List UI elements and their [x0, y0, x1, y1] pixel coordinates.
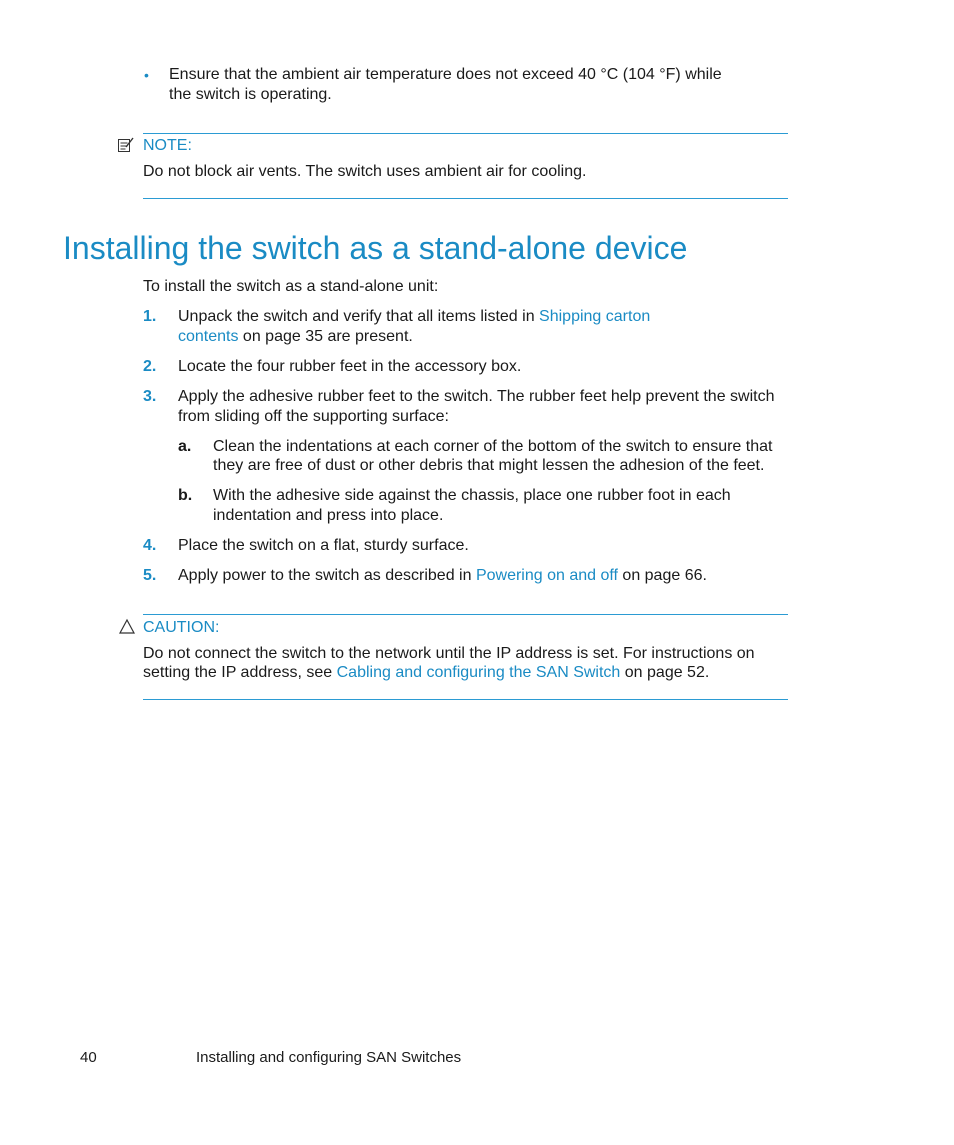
caution-label: CAUTION:	[143, 619, 220, 636]
section-intro: To install the switch as a stand-alone unit:	[143, 278, 439, 295]
shipping-carton-link[interactable]: Shipping carton	[539, 308, 651, 325]
bullet-marker: •	[144, 67, 149, 83]
substep-b-text-line1: With the adhesive side against the chassis, place one rubber foot in each	[213, 487, 731, 504]
step-1-text: Unpack the switch and verify that all items listed in	[178, 308, 540, 325]
substep-a-letter: a.	[178, 438, 192, 455]
note-bottom-rule	[143, 198, 788, 199]
step-5-text: Apply power to the switch as described in	[178, 567, 476, 584]
powering-on-off-link[interactable]: Powering on and off	[475, 567, 618, 584]
step-2-text: Locate the four rubber feet in the accessory box.	[178, 358, 522, 375]
step-1-number: 1.	[143, 308, 157, 325]
substep-a-text-line1: Clean the indentations at each corner of the bottom of the switch to ensure that	[213, 438, 773, 455]
note-text: Do not block air vents. The switch uses ambient air for cooling.	[143, 163, 587, 180]
step-3-text-line1: Apply the adhesive rubber feet to the switch. The rubber feet help prevent the switch	[178, 388, 775, 405]
caution-bottom-rule	[143, 699, 788, 700]
caution-text-pre: setting the IP address, see	[143, 664, 337, 681]
caution-text-line2	[143, 663, 709, 683]
page-number: 40	[80, 1049, 97, 1066]
caution-top-rule	[143, 614, 788, 615]
substep-a-text-line2: they are free of dust or other debris that might lessen the adhesion of the feet.	[213, 457, 765, 474]
step-5-text-tail: on page 66.	[617, 567, 707, 584]
bullet-text-line2: the switch is operating.	[169, 86, 332, 103]
step-5-number: 5.	[143, 567, 157, 584]
step-1-text-line1	[178, 307, 650, 327]
step-4-number: 4.	[143, 537, 157, 554]
step-3-number: 3.	[143, 388, 157, 405]
caution-text-line1: Do not connect the switch to the network until the IP address is set. For instructions on	[143, 645, 755, 662]
step-2-number: 2.	[143, 358, 157, 375]
bullet-text-line1: Ensure that the ambient air temperature does not exceed 40 °C (104 °F) while	[169, 66, 722, 83]
substep-b-letter: b.	[178, 487, 193, 504]
section-title: Installing the switch as a stand-alone device	[63, 230, 688, 266]
step-1-text-tail: on page 35 are present.	[238, 328, 413, 345]
step-3-text-line2: from sliding off the supporting surface:	[178, 408, 449, 425]
caution-text-post: on page 52.	[620, 664, 710, 681]
caution-icon	[118, 618, 136, 636]
footer-chapter-title: Installing and configuring SAN Switches	[196, 1049, 462, 1066]
step-1-text-line2	[178, 327, 413, 347]
note-top-rule	[143, 133, 788, 134]
step-5-text-line	[178, 566, 707, 586]
note-icon	[117, 136, 135, 154]
note-label: NOTE:	[143, 137, 192, 154]
substep-b-text-line2: indentation and press into place.	[213, 507, 444, 524]
cabling-configuring-link[interactable]: Cabling and configuring the SAN Switch	[336, 664, 621, 681]
step-4-text: Place the switch on a flat, sturdy surface.	[178, 537, 469, 554]
shipping-carton-link-cont[interactable]: contents	[178, 328, 239, 345]
